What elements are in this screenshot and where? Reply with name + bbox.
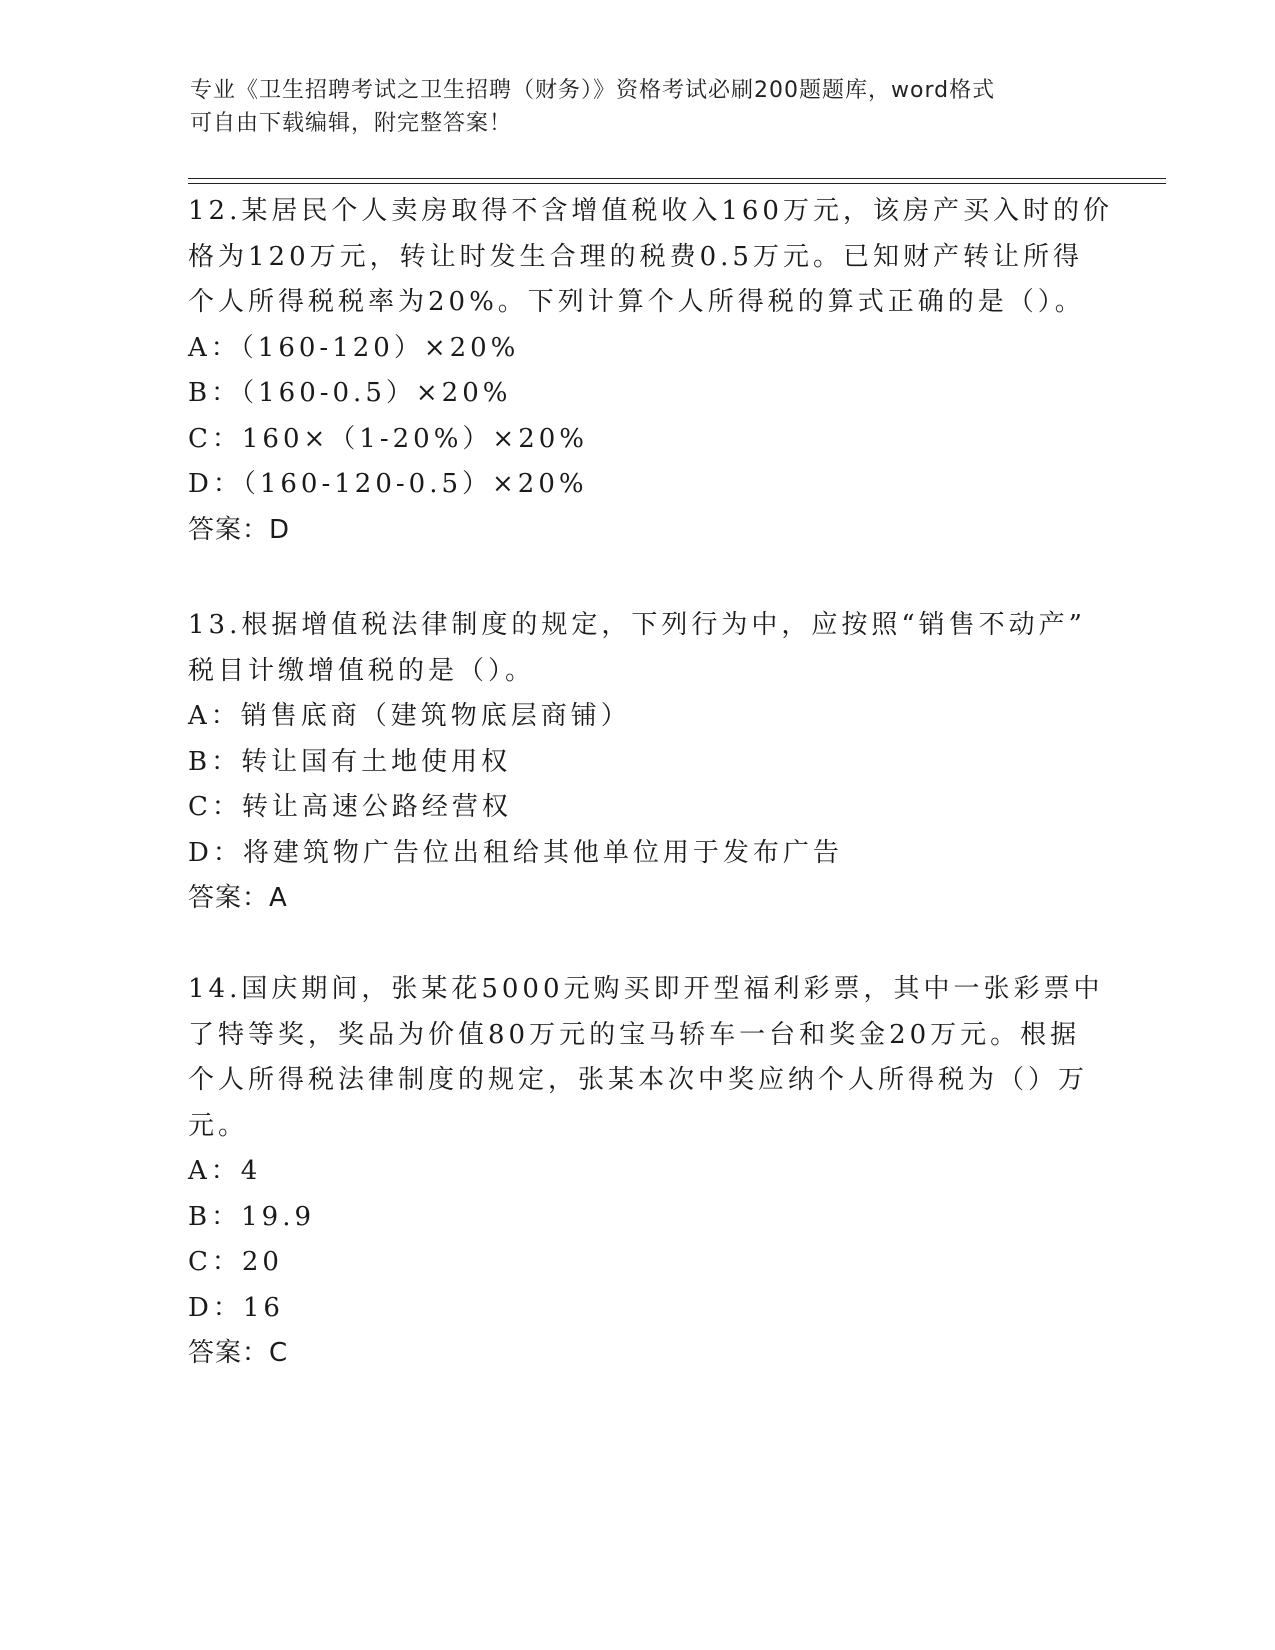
option-d: D：16 (188, 1292, 284, 1323)
option-a: A：4 (188, 1156, 262, 1186)
question-13 (188, 603, 1088, 922)
header-line-2: 可自由下载编辑，附完整答案！ (190, 111, 513, 136)
header-divider-bottom (188, 183, 1166, 184)
option-a: A：销售底商（建筑物底层商铺） (188, 701, 631, 731)
question-stem-line: 了特等奖，奖品为价值80万元的宝马轿车一台和奖金20万元。根据 (188, 1019, 1081, 1050)
option-a: A：（160-120）×20% (188, 332, 520, 363)
answer-line: 答案：A (188, 883, 288, 913)
answer-line: 答案：D (188, 514, 291, 545)
question-14 (188, 967, 1104, 1377)
header-line-1: 专业《卫生招聘考试之卫生招聘（财务）》资格考试必刷200题题库，word格式 (190, 78, 996, 103)
option-b: B：转让国有土地使用权 (188, 746, 512, 777)
question-stem-line: 12.某居民个人卖房取得不含增值税收入160万元，该房产买入时的价 (188, 196, 1113, 226)
question-stem-line: 格为120万元，转让时发生合理的税费0.5万元。已知财产转让所得 (188, 241, 1083, 272)
question-stem-line: 个人所得税法律制度的规定，张某本次中奖应纳个人所得税为（）万 (188, 1065, 1089, 1095)
header-divider-top (188, 178, 1166, 179)
option-d: D：将建筑物广告位出租给其他单位用于发布广告 (188, 837, 843, 868)
question-stem-line: 税目计缴增值税的是（）。 (188, 655, 536, 686)
document-header (190, 74, 1090, 140)
question-stem-line: 14.国庆期间，张某花5000元购买即开型福利彩票，其中一张彩票中 (188, 974, 1104, 1004)
option-b: B：（160-0.5）×20% (188, 378, 512, 408)
option-b: B：19.9 (188, 1201, 315, 1232)
option-c: C：转让高速公路经营权 (188, 792, 512, 822)
question-12 (188, 189, 1113, 553)
option-c: C：20 (188, 1247, 283, 1277)
question-stem-line: 个人所得税税率为20%。下列计算个人所得税的算式正确的是（）。 (188, 287, 1085, 317)
answer-line: 答案：C (188, 1338, 289, 1368)
option-d: D：（160-120-0.5）×20% (188, 469, 588, 499)
question-stem-line: 元。 (188, 1110, 249, 1141)
question-stem-line: 13.根据增值税法律制度的规定，下列行为中，应按照“销售不动产” (188, 610, 1086, 640)
option-c: C：160×（1-20%）×20% (188, 423, 588, 454)
